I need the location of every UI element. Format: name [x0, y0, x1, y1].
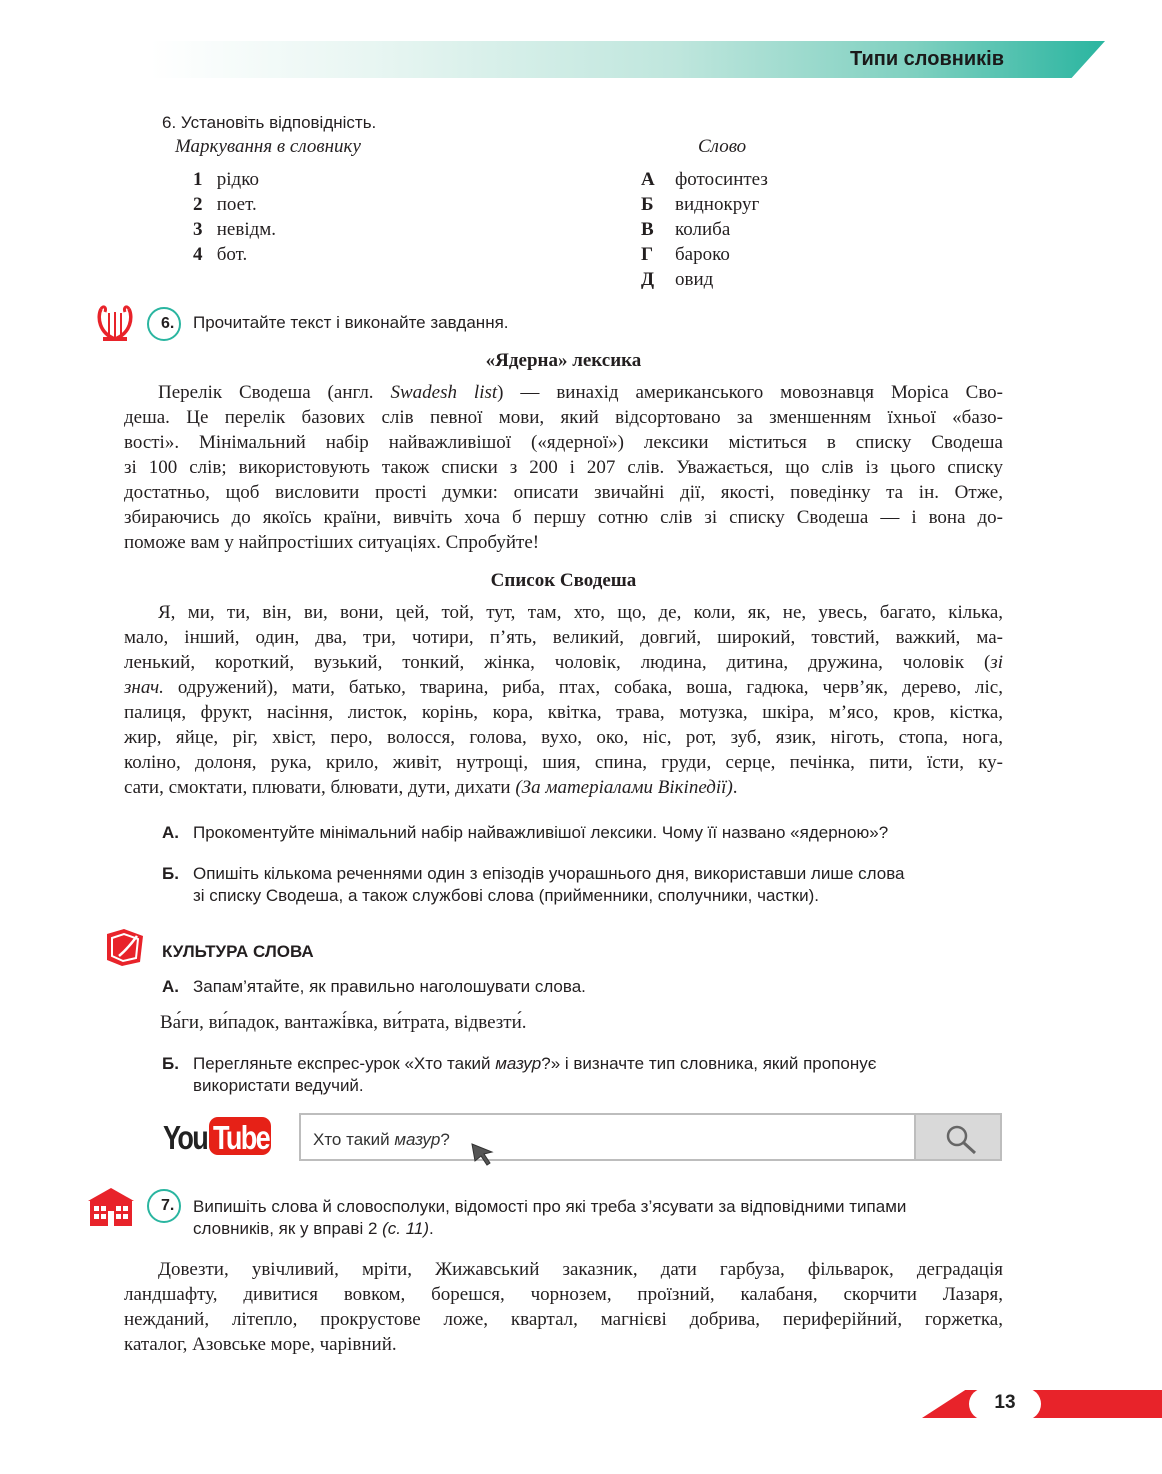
word-list-paragraph: Довезти, увічливий, мріти, Жижавський заказник, дати гарбуза, фільварок, деградація ландшафту, дивитися вовком, борешся, чорнозем, проїзний, калабаня, скорчити Лазаря, нежданий, літепло, прокрустове ложе, квартал, магнієві добрива, периферійний, горжетка, каталог, Азовське море, чарівний.	[124, 1259, 1003, 1355]
exercise-instruction: словників, як у вправі 2 (с. 11).	[193, 1219, 434, 1238]
left-column-header: Маркування в словнику	[175, 136, 361, 157]
exercise-instruction: Випишіть слова й словосполуки, відомості про які треба з’ясувати за відповідними типами	[193, 1197, 907, 1216]
task-a-text: Прокоментуйте мінімальний набір найважливішої лексики. Чому її названо «ядерною»?	[193, 823, 889, 842]
right-column-header: Слово	[698, 136, 747, 157]
task-letter: Б.	[162, 864, 179, 883]
list-item: В колиба	[641, 219, 731, 240]
search-icon	[944, 1123, 978, 1155]
page-number: 13	[994, 1392, 1016, 1413]
text-paragraph: Перелік Сводеша (англ. Swadesh list) — винахід американського мовознавця Моріса Сво- деша. Це перелік базових слів певної мови, який відсортовано за зменшенням їхньої «базо- вості». Мінімальний набір найважливішої («ядерної») лексики міститься в списку Сводеша зі 100 слів; використовують також списки з 200 і 207 слів. Уважається, що слів із цього списку достатньо, щоб висловити прості думки: описати звичайні дії, якості, поведінку та ін. Отже, збираючись до якоїсь країни, вивчіть хоча б першу сотню слів зі списку Сводеша — і вона до- поможе вам у найпростіших ситуаціях. Спробуйте!	[124, 382, 1004, 553]
book-quill-icon	[104, 926, 146, 968]
exercise-number-badge: 6.	[147, 307, 181, 341]
list-item: 1 рідко	[193, 169, 259, 190]
exercise-number-badge: 7.	[147, 1189, 181, 1223]
mouse-cursor-icon	[470, 1142, 496, 1166]
swadesh-list-paragraph: Я, ми, ти, він, ви, вони, цей, той, тут, там, хто, що, де, коли, як, не, увесь, багато, кілька, мало, інший, один, два, три, чотири, п’ять, великий, довгий, широкий, товстий, важкий, ма- ленький, короткий, вузький, тонкий, жінка, чоловік, людина, дитина, дружина, чоловік (зі знач. одружений), мати, батько, тварина, риба, птах, собака, воша, гадюка, черв’як, дерево, ліс, палиця, фрукт, насіння, листок, корінь, кора, квітка, трава, мотузка, шкіра, м’ясо, кров, кістка, жир, яйце, ріг, хвіст, перо, волосся, голова, вухо, око, ніс, рот, зуб, язик, ніготь, стопа, нога, коліно, долоня, рука, крило, живіт, нутрощі, шия, спина, груди, серце, печінка, пити, їсти, ку- сати, смоктати, плювати, блювати, дути, дихати (За матеріалами Вікіпедії).	[124, 602, 1003, 798]
list-item: Б виднокруг	[641, 194, 760, 215]
list-item: Г бароко	[641, 244, 730, 265]
list-item: А фотосинтез	[641, 169, 768, 190]
task-a-text: Запам’ятайте, як правильно наголошувати слова.	[193, 977, 586, 996]
task-b-text: використати ведучий.	[193, 1076, 364, 1095]
youtube-logo: You Tube	[163, 1119, 270, 1156]
list-title: Список Сводеша	[490, 570, 637, 591]
section-heading: КУЛЬТУРА СЛОВА	[162, 942, 314, 961]
stressed-words: Ва́ги, ви́падок, вантажі́вка, ви́трата, відвезти́.	[160, 1012, 527, 1033]
list-item: Д овид	[641, 269, 714, 290]
task-heading: 6. Установіть відповідність.	[162, 113, 377, 132]
search-button[interactable]	[916, 1113, 1002, 1161]
task-b-text: Перегляньте експрес-урок «Хто такий мазур?» і визначте тип словника, який пропонує	[193, 1054, 877, 1073]
task-letter: Б.	[162, 1054, 179, 1073]
list-item: 4 бот.	[193, 244, 248, 265]
exercise-instruction: Прочитайте текст і виконайте завдання.	[193, 313, 509, 332]
list-item: 2 поет.	[193, 194, 257, 215]
task-letter: А.	[162, 823, 179, 842]
task-b-text: зі списку Сводеша, а також службові слова (прийменники, сполучники, частки).	[193, 886, 820, 905]
running-title: Типи словників	[850, 48, 1004, 70]
footer-band	[922, 1390, 1162, 1418]
list-item: 3 невідм.	[193, 219, 277, 240]
house-icon	[84, 1185, 138, 1227]
lyre-icon	[95, 303, 135, 343]
task-b-text: Опишіть кількома реченнями один з епізодів учорашнього дня, використавши лише слова	[193, 864, 905, 883]
text-title: «Ядерна» лексика	[485, 350, 642, 371]
search-input[interactable]: Хто такий мазур?	[299, 1113, 916, 1161]
task-letter: А.	[162, 977, 179, 996]
